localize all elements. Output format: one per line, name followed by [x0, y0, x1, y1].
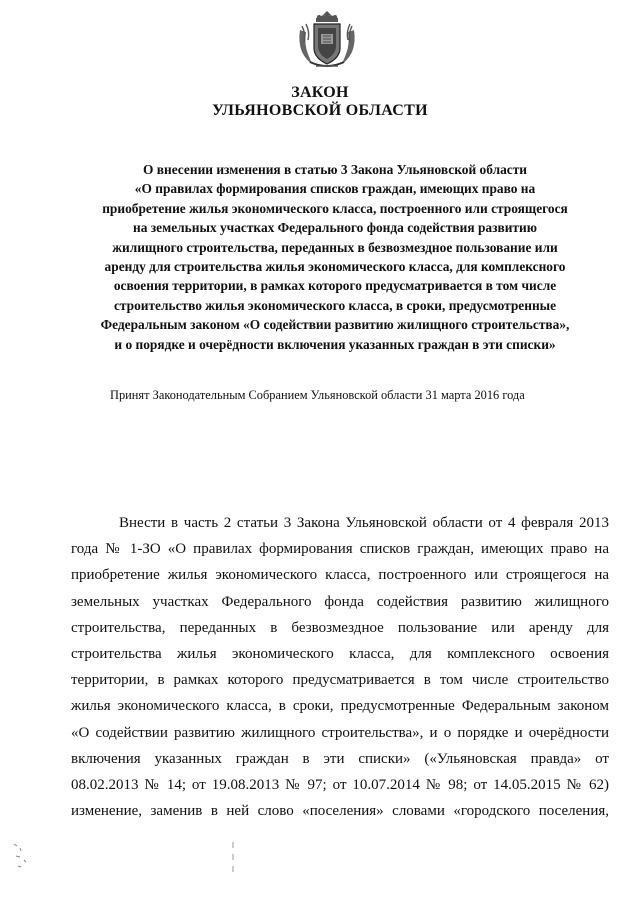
body-line: Внести в часть 2 статьи 3 Закона Ульяновской области от 4 февраля 2013 [119, 515, 609, 531]
body-line: строительства, переданных в безвозмездное пользование или аренду для [71, 619, 609, 636]
body-line: приобретение жилья экономического класса, построенного или строящегося на [71, 567, 609, 584]
title-line: «О правилах формирования списков граждан, имеющих право на [134, 181, 536, 197]
title-line: Федеральным законом «О содействии развитию жилищного строительства», [100, 317, 570, 333]
title-line: приобретение жилья экономического класса, построенного или строящегося [102, 200, 568, 216]
title-line: и о порядке и очерёдности включения указанных граждан в эти списки» [114, 336, 556, 352]
body-line: включения указанных граждан в эти списки» («Ульяновская правда» от [71, 750, 609, 767]
body-line: строительства жилья экономического класса, для комплексного освоения [71, 646, 609, 663]
region-heading: УЛЬЯНОВСКОЙ ОБЛАСТИ [212, 102, 428, 119]
title-line: аренду для строительства жилья экономического класса, для комплексного [104, 259, 566, 275]
title-line: на земельных участках Федерального фонда содействия развитию [133, 220, 537, 236]
body-line: года № 1-ЗО «О правилах формирования списков граждан, имеющих право на [71, 541, 609, 558]
body-line: «О содействии развитию жилищного строительства», и о порядке и очерёдности [71, 724, 609, 741]
title-line: О внесении изменения в статью 3 Закона Ульяновской области [142, 162, 528, 177]
title-line: строительство жилья экономического класса, в сроки, предусмотренные [113, 297, 557, 313]
body-line: земельных участках Федерального фонда содействия развитию жилищного [71, 593, 609, 610]
coat-of-arms-emblem [296, 8, 358, 72]
body-line: изменение, заменив в ней слово «поселения» словами «городского поселения, [71, 803, 609, 820]
body-line: территории, в рамках которого предусматривается в том числе строительство [71, 672, 609, 689]
title-line: жилищного строительства, переданных в безвозмездное пользование или [112, 239, 558, 255]
scan-artifact [228, 840, 238, 880]
body-line: жилья экономического класса, в сроки, предусмотренные Федеральным законом [71, 698, 609, 715]
body-paragraph [71, 510, 609, 824]
scan-artifact [10, 838, 40, 878]
law-title [70, 160, 600, 354]
law-heading: ЗАКОН [291, 84, 349, 101]
title-line: освоения территории, в рамках которого предусматривается в том числе [113, 278, 557, 294]
adoption-note: Принят Законодательным Собранием Ульяновской области 31 марта 2016 года [110, 388, 525, 402]
body-line: 08.02.2013 № 14; от 19.08.2013 № 97; от 10.07.2014 № 98; от 14.05.2015 № 62) [71, 777, 609, 794]
